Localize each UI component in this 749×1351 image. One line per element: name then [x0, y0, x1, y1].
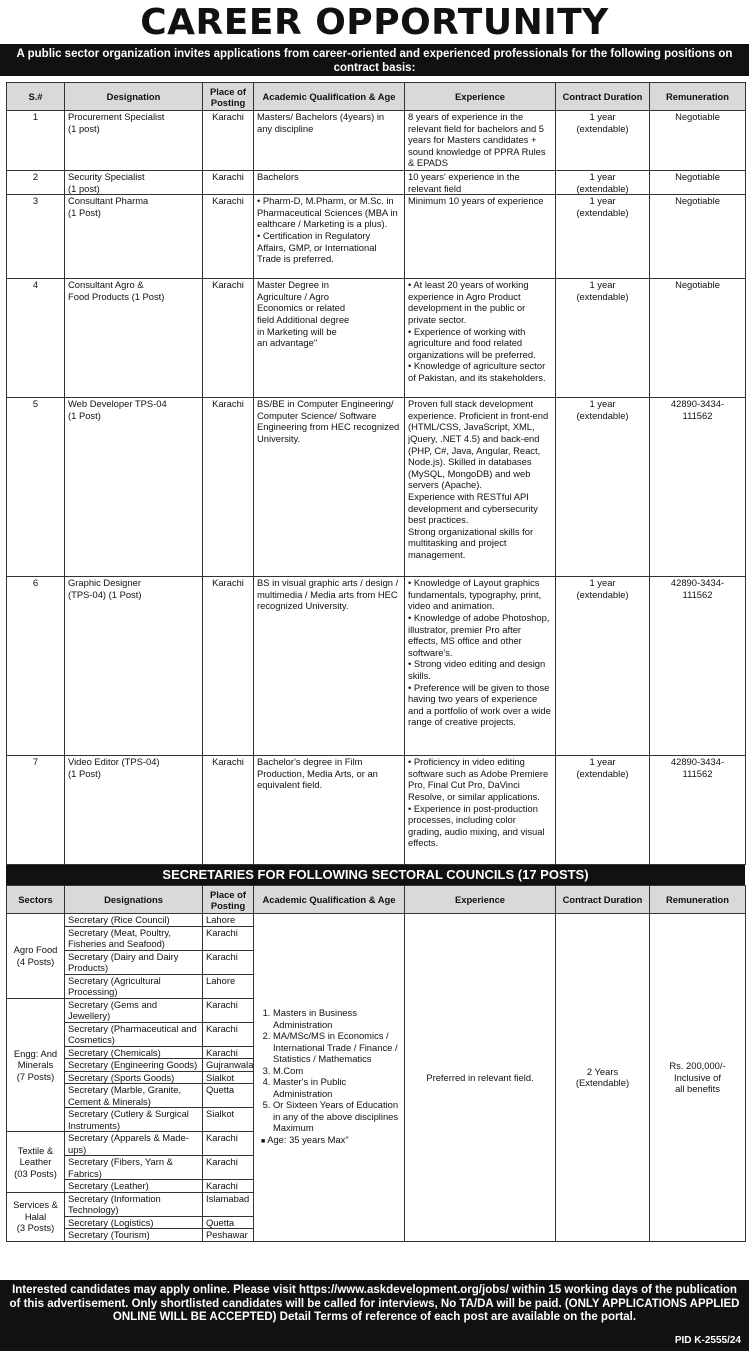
designation: Secretary (Pharmaceutical and Cosmetics) — [65, 1022, 203, 1046]
place-of-posting: Quetta — [203, 1216, 254, 1229]
qualification-item: 3. M.Com — [273, 1065, 401, 1077]
column-header: Remuneration — [650, 83, 746, 111]
bullet-icon: ■ — [261, 1137, 268, 1145]
place-of-posting: Quetta — [203, 1084, 254, 1108]
footer-text: Interested candidates may apply online. Please visit https://www.askdevelopment.org/jobs/ within 15 working days of the publication of this advertisement. Only shortlisted candidates will be called for interviews, No TA/DA will be paid. (ONLY APPLICATIONS APPLIED ONLINE WILL BE ACCEPTED) Detail Terms of reference of each post are available on the portal. — [9, 1284, 740, 1324]
experience: 10 years' experience in the relevant field — [405, 171, 556, 195]
place-of-posting: Karachi — [203, 756, 254, 865]
designation: Secretary (Logistics) — [65, 1216, 203, 1229]
column-header: Contract Duration — [556, 83, 650, 111]
place-of-posting: Peshawar — [203, 1229, 254, 1242]
designation: Security Specialist (1 post) — [65, 171, 203, 195]
contract-duration: 1 year (extendable) — [556, 171, 650, 195]
remuneration: 42890-3434- 111562 — [650, 756, 746, 865]
designation: Secretary (Tourism) — [65, 1229, 203, 1242]
column-header: Contract Duration — [556, 886, 650, 914]
experience: • Knowledge of Layout graphics fundamentals, typography, print, video and animation. • Knowledge of adobe Photoshop, illustrator, premier Pro after effects, MS office and other software's. • Strong video editing and design skills. • Preference will be given to those having two years of experience and a portfolio of work over a wide range of creative projects. — [405, 577, 556, 756]
designation: Consultant Agro & Food Products (1 Post) — [65, 279, 203, 398]
place-of-posting: Karachi — [203, 1022, 254, 1046]
designation: Secretary (Fibers, Yarn & Fabrics) — [65, 1156, 203, 1180]
designation: Secretary (Apparels & Made-ups) — [65, 1132, 203, 1156]
place-of-posting: Karachi — [203, 1180, 254, 1193]
qualification: Master Degree in Agriculture / Agro Economics or related field Additional degree in Marketing will be an advantage" — [254, 279, 405, 398]
serial-number: 5 — [7, 398, 65, 577]
pid-number: PID K-2555/24 — [674, 1335, 741, 1347]
qualification-item: 1. Masters in Business Administration — [273, 1007, 401, 1030]
place-of-posting: Karachi — [203, 398, 254, 577]
column-header: Experience — [405, 886, 556, 914]
qualification-item: 5. Or Sixteen Years of Education in any of the above disciplines Maximum — [273, 1099, 401, 1134]
place-of-posting: Karachi — [203, 279, 254, 398]
designation: Secretary (Chemicals) — [65, 1046, 203, 1059]
place-of-posting: Karachi — [203, 195, 254, 279]
contract-duration: 1 year (extendable) — [556, 756, 650, 865]
place-of-posting: Karachi — [203, 577, 254, 756]
place-of-posting: Sialkot — [203, 1071, 254, 1084]
contract-duration: 1 year (extendable) — [556, 577, 650, 756]
experience: Proven full stack development experience. Proficient in front-end (HTML/CSS, JavaScript, XML, jQuery, .NET 4.5) and back-end (PHP, C#, Java, Angular, React, Node.js). Skilled in databases (MySQL, MongoDB) and web servers (Apache). Experience with RESTful API development and cybersecurity best practices. Strong organizational skills for multitasking and project management. — [405, 398, 556, 577]
experience: 8 years of experience in the relevant field for bachelors and 5 years for Masters candidates + sound knowledge of PPRA Rules & EPADS — [405, 111, 556, 171]
designation: Secretary (Gems and Jewellery) — [65, 998, 203, 1022]
remuneration: Rs. 200,000/- Inclusive of all benefits — [650, 914, 746, 1242]
place-of-posting: Karachi — [203, 1132, 254, 1156]
age-limit — [257, 1134, 401, 1148]
place-of-posting: Karachi — [203, 1156, 254, 1180]
sector-name: Agro Food (4 Posts) — [7, 914, 65, 999]
contract-duration: 1 year (extendable) — [556, 111, 650, 171]
table-row — [7, 195, 746, 279]
remuneration: 42890-3434- 111562 — [650, 398, 746, 577]
place-of-posting: Karachi — [203, 1046, 254, 1059]
secretaries-table — [6, 885, 746, 1242]
table-row — [7, 279, 746, 398]
remuneration: Negotiable — [650, 195, 746, 279]
column-header: Place of Posting — [203, 886, 254, 914]
designation: Video Editor (TPS-04) (1 Post) — [65, 756, 203, 865]
column-header: Sectors — [7, 886, 65, 914]
sector-name: Engg: And Minerals (7 Posts) — [7, 998, 65, 1132]
place-of-posting: Gujranwala — [203, 1059, 254, 1072]
contract-duration: 1 year (extendable) — [556, 195, 650, 279]
contract-duration: 2 Years (Extendable) — [556, 914, 650, 1242]
column-header: Remuneration — [650, 886, 746, 914]
sector-name: Textile & Leather (03 Posts) — [7, 1132, 65, 1193]
qualification-list — [257, 1007, 401, 1134]
qualification-item: 2. MA/MSc/MS in Economics / International Trade / Finance / Statistics / Mathematics — [273, 1030, 401, 1065]
contract-duration: 1 year (extendable) — [556, 279, 650, 398]
serial-number: 6 — [7, 577, 65, 756]
designation: Secretary (Information Technology) — [65, 1192, 203, 1216]
column-header: S.# — [7, 83, 65, 111]
column-header: Academic Qualification & Age — [254, 83, 405, 111]
place-of-posting: Islamabad — [203, 1192, 254, 1216]
designation: Secretary (Dairy and Dairy Products) — [65, 950, 203, 974]
serial-number: 7 — [7, 756, 65, 865]
serial-number: 3 — [7, 195, 65, 279]
qualification — [254, 914, 405, 1242]
table-row — [7, 171, 746, 195]
qualification-item: 4. Master's in Public Administration — [273, 1076, 401, 1099]
remuneration: Negotiable — [650, 171, 746, 195]
designation: Secretary (Agricultural Processing) — [65, 974, 203, 998]
qualification: BS/BE in Computer Engineering/ Computer Science/ Software Engineering from HEC recognized University. — [254, 398, 405, 577]
footer-notice — [0, 1280, 749, 1351]
experience: • At least 20 years of working experience in Agro Product development in the public or private sector. • Experience of working with agriculture and food related organizations will be preferred. • Knowledge of agriculture sector of Pakistan, and its stakeholders. — [405, 279, 556, 398]
qualification: Bachelors — [254, 171, 405, 195]
designation: Secretary (Rice Council) — [65, 914, 203, 927]
place-of-posting: Sialkot — [203, 1108, 254, 1132]
experience: • Proficiency in video editing software such as Adobe Premiere Pro, Final Cut Pro, DaVinci Resolve, or similar applications. • Experience in post-production processes, including color grading, audio mixing, and visual effects. — [405, 756, 556, 865]
designation: Secretary (Engineering Goods) — [65, 1059, 203, 1072]
age-text: Age: 35 years Max" — [267, 1133, 349, 1145]
experience: Minimum 10 years of experience — [405, 195, 556, 279]
designation: Secretary (Leather) — [65, 1180, 203, 1193]
remuneration: Negotiable — [650, 111, 746, 171]
column-header: Academic Qualification & Age — [254, 886, 405, 914]
designation: Procurement Specialist (1 post) — [65, 111, 203, 171]
place-of-posting: Karachi — [203, 111, 254, 171]
sector-name: Services & Halal (3 Posts) — [7, 1192, 65, 1241]
place-of-posting: Karachi — [203, 171, 254, 195]
qualification: Masters/ Bachelors (4years) in any discipline — [254, 111, 405, 171]
sectoral-councils-banner: SECRETARIES FOR FOLLOWING SECTORAL COUNCILS (17 POSTS) — [6, 865, 745, 885]
qualification: • Pharm-D, M.Pharm, or M.Sc. in Pharmaceutical Sciences (MBA in ealthcare / Marketing is a plus). • Certification in Regulatory Affairs, GMP, or International Trade is preferred. — [254, 195, 405, 279]
place-of-posting: Lahore — [203, 974, 254, 998]
positions-table — [6, 82, 746, 865]
designation: Secretary (Cutlery & Surgical Instruments) — [65, 1108, 203, 1132]
table-row — [7, 577, 746, 756]
designation: Secretary (Meat, Poultry, Fisheries and Seafood) — [65, 926, 203, 950]
designation: Secretary (Marble, Granite, Cement & Minerals) — [65, 1084, 203, 1108]
column-header: Experience — [405, 83, 556, 111]
place-of-posting: Karachi — [203, 926, 254, 950]
remuneration: Negotiable — [650, 279, 746, 398]
table-row — [7, 398, 746, 577]
qualification: BS in visual graphic arts / design / multimedia / Media arts from HEC recognized University. — [254, 577, 405, 756]
page-title: CAREER OPPORTUNITY — [140, 1, 609, 43]
table-row — [7, 914, 746, 927]
place-of-posting: Lahore — [203, 914, 254, 927]
column-header: Designation — [65, 83, 203, 111]
place-of-posting: Karachi — [203, 950, 254, 974]
table-row — [7, 756, 746, 865]
designation: Graphic Designer (TPS-04) (1 Post) — [65, 577, 203, 756]
serial-number: 2 — [7, 171, 65, 195]
column-header: Place of Posting — [203, 83, 254, 111]
remuneration: 42890-3434- 111562 — [650, 577, 746, 756]
experience: Preferred in relevant field. — [405, 914, 556, 1242]
serial-number: 4 — [7, 279, 65, 398]
designation: Web Developer TPS-04 (1 Post) — [65, 398, 203, 577]
designation: Secretary (Sports Goods) — [65, 1071, 203, 1084]
column-header: Designations — [65, 886, 203, 914]
intro-banner: A public sector organization invites applications from career-oriented and experienced professionals for the following positions on contract basis: — [0, 44, 749, 76]
serial-number: 1 — [7, 111, 65, 171]
place-of-posting: Karachi — [203, 998, 254, 1022]
designation: Consultant Pharma (1 Post) — [65, 195, 203, 279]
contract-duration: 1 year (extendable) — [556, 398, 650, 577]
table-row — [7, 111, 746, 171]
qualification: Bachelor's degree in Film Production, Media Arts, or an equivalent field. — [254, 756, 405, 865]
